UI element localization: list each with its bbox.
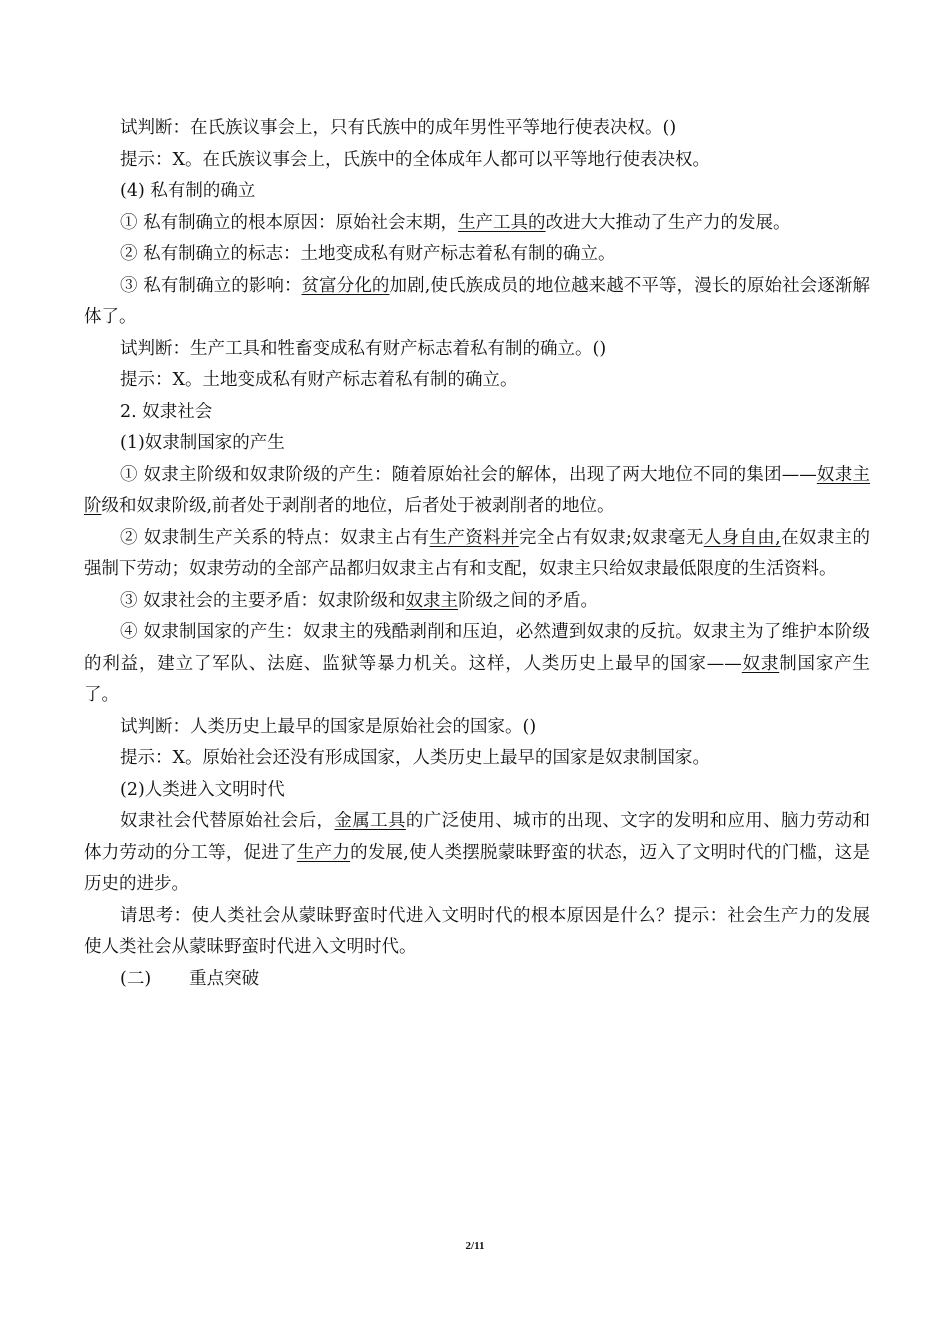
paragraph [84,743,870,775]
paragraph [84,145,870,177]
text-run: 试判断：在氏族议事会上，只有氏族中的成年男性平等地行使表决权。() [120,118,677,138]
text-run: 加剧,使氏族成员的地位越来越不平等，漫长的原始社会逐渐解体了。 [84,275,871,327]
underlined-text: 生产资料并 [429,527,519,548]
paragraph [84,806,870,901]
text-run: 的发展,使人类摆脱蒙昧野蛮的状态，迈入了文明时代的门槛，这是历史的进步。 [84,842,871,894]
paragraph [84,239,870,271]
underlined-text: 生产力 [296,842,351,863]
text-run: (4) 私有制的确立 [120,181,256,201]
text-run: 在奴隶主的强制下劳动；奴隶劳动的全部产品都归奴隶主占有和支配，奴隶主只给奴隶最低限度的生活资料。 [84,527,871,579]
paragraph [84,523,870,586]
underlined-text: 贫富分化的 [301,275,390,296]
paragraph [84,712,870,744]
document-body [84,113,870,995]
text-run: ① 奴隶主阶级和奴隶阶级的产生：随着原始社会的解体，出现了两大地位不同的集团—— [120,464,817,485]
paragraph [84,397,870,429]
text-run: 请思考：使人类社会从蒙昧野蛮时代进入文明时代的根本原因是什么？提示：社会生产力的发展使人类社会从蒙昧野蛮时代进入文明时代。 [84,905,870,957]
paragraph [84,775,870,807]
text-run: ④ 奴隶制国家的产生：奴隶主的残酷剥削和压迫，必然遭到奴隶的反抗。奴隶主为了维护本阶级的利益，建立了军队、法庭、监狱等暴力机关。这样，人类历史上最早的国家—— [84,622,870,674]
text-run: 提示：X。原始社会还没有形成国家，人类历史上最早的国家是奴隶制国家。 [120,748,710,768]
text-run: 试判断：生产工具和牲畜变成私有财产标志着私有制的确立。() [120,338,607,359]
underlined-text: 金属工具 [334,811,406,831]
text-run: ③ 奴隶社会的主要矛盾：奴隶阶级和 [120,590,406,611]
section-title: 重点突破 [189,968,260,989]
text-run: ③ 私有制确立的影响： [120,275,302,296]
underlined-text: 奴隶主 [405,590,459,611]
text-run: ② 奴隶制生产关系的特点：奴隶主占有 [120,527,430,548]
text-run: 提示：X。土地变成私有财产标志着私有制的确立。 [120,370,518,390]
text-run: 试判断：人类历史上最早的国家是原始社会的国家。() [120,716,537,737]
paragraph [84,208,870,240]
text-run: 2. 奴隶社会 [120,401,213,422]
text-run: 奴隶社会代替原始社会后， [120,811,335,831]
section-number: (二) [120,968,152,989]
paragraph [84,334,870,366]
paragraph [84,428,870,460]
text-run: 完全占有奴隶;奴隶毫无 [518,527,704,548]
text-run: ① 私有制确立的根本原因：原始社会末期， [120,212,459,233]
text-run: 的广泛使用、城市的出现、文字的发明和应用、脑力劳动和体力劳动的分工等，促进了 [84,811,871,863]
paragraph [84,586,870,618]
paragraph [84,271,870,334]
paragraph [84,901,870,964]
paragraph [84,176,870,208]
paragraph [84,617,870,712]
text-run: 改进大大推动了生产力的发展。 [545,212,791,233]
text-run: 级和奴隶阶级,前者处于剥削者的地位，后者处于被剥削者的地位。 [101,496,615,516]
paragraph [84,365,870,397]
text-run: 提示：X。在氏族议事会上，氏族中的全体成年人都可以平等地行使表决权。 [120,149,710,170]
section-heading [84,964,870,996]
text-run: (1)奴隶制国家的产生 [120,433,285,453]
paragraph [84,460,870,523]
underlined-text: 奴隶 [741,653,780,674]
text-run: 阶级之间的矛盾。 [458,590,599,611]
underlined-text: 人身自由, [703,527,781,548]
paragraph [84,113,870,145]
page-number: 2/11 [465,1240,485,1252]
text-run: 制国家产生了。 [84,653,871,705]
text-run: ② 私有制确立的标志：土地变成私有财产标志着私有制的确立。 [120,244,616,264]
text-run: (2)人类进入文明时代 [120,779,285,800]
underlined-text: 生产工具的 [458,212,546,233]
underlined-text: 奴隶主阶 [84,464,871,516]
